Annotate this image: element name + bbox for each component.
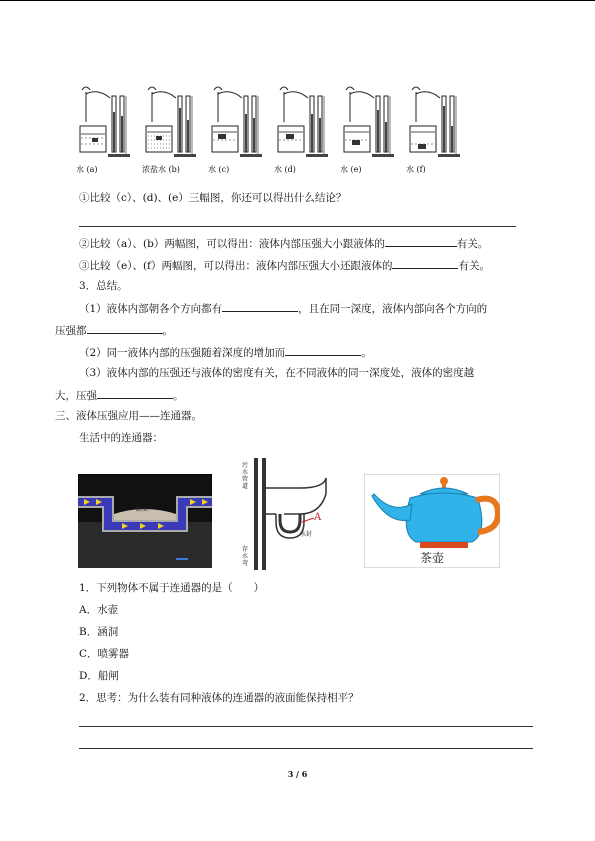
answer-blank[interactable] xyxy=(87,322,163,334)
figure-a xyxy=(76,82,136,174)
question-3-suffix: 有关。 xyxy=(458,260,490,272)
summary-title: 3．总结。 xyxy=(79,280,128,292)
pressure-gauge-diagram xyxy=(208,82,268,164)
figure-caption: 水 (e) xyxy=(340,165,362,174)
culvert-diagram xyxy=(78,474,212,568)
think-question: 2．思考：为什么装有同种液体的连通器的液面能保持相平？ xyxy=(79,692,359,704)
option-d[interactable]: D．船闸 xyxy=(79,670,119,682)
drain-trap-diagram xyxy=(240,458,336,570)
question-2 xyxy=(79,235,488,251)
answer-blank[interactable] xyxy=(285,344,361,356)
option-a[interactable]: A．水壶 xyxy=(79,604,119,616)
question-3-prefix: ③比较（e）、(f）两幅图，可以得出：液体内部压强大小还跟液体的 xyxy=(79,260,393,272)
drain-trap-image xyxy=(240,458,336,570)
answer-blank[interactable] xyxy=(392,257,458,269)
summary-2 xyxy=(79,344,372,360)
option-b[interactable]: B．涵洞 xyxy=(79,626,119,638)
pressure-gauge-diagram xyxy=(142,82,202,164)
point-a-label: A xyxy=(314,512,322,523)
figure-caption: 水 (f) xyxy=(406,165,426,174)
question-2-suffix: 有关。 xyxy=(456,238,489,250)
teapot-image xyxy=(364,474,500,568)
figure-b xyxy=(142,82,202,174)
figure-caption: 水 (c) xyxy=(208,165,230,174)
culvert-image xyxy=(78,474,212,568)
question-3 xyxy=(79,257,490,273)
summary-1 xyxy=(79,300,487,316)
figure-caption: 水 (d) xyxy=(274,165,296,174)
figure-caption: 水 (a) xyxy=(76,165,98,174)
pressure-gauge-diagram xyxy=(76,82,136,164)
answer-line[interactable] xyxy=(79,726,533,727)
figure-caption: 浓盐水 (b) xyxy=(142,165,180,174)
summary-1-text-d: 。 xyxy=(162,325,173,337)
answer-blank[interactable] xyxy=(97,387,173,399)
experiment-figures xyxy=(76,82,456,174)
summary-2-text-b: 。 xyxy=(361,347,372,359)
summary-1-text-a: （1）液体内部朝各个方向都有 xyxy=(79,303,223,315)
summary-1-text-c: 压强都 xyxy=(55,325,87,337)
section-3-title: 三、液体压强应用——连通器。 xyxy=(55,410,202,422)
summary-2-text-a: （2）同一液体内部的压强随着深度的增加而 xyxy=(79,347,286,359)
teapot-label: 茶壶 xyxy=(419,551,444,565)
answer-line[interactable] xyxy=(79,226,516,227)
summary-3-text-c: 。 xyxy=(173,390,184,402)
answer-blank[interactable] xyxy=(385,235,457,247)
figure-d xyxy=(274,82,334,174)
answer-line[interactable] xyxy=(79,748,533,749)
header-rule xyxy=(0,0,595,1)
page-number: 3 / 6 xyxy=(287,769,308,779)
question-2-prefix: ②比较（a）、(b）两幅图，可以得出：液体内部压强大小跟液体的 xyxy=(79,238,385,250)
pressure-gauge-diagram xyxy=(340,82,400,164)
drain-pipe-label: 污水管道 xyxy=(242,462,249,490)
option-c[interactable]: C．喷雾器 xyxy=(79,648,130,660)
pressure-gauge-diagram xyxy=(274,82,334,164)
mc-question: 1．下列物体不属于连通器的是（ ） xyxy=(79,582,265,594)
pressure-gauge-diagram xyxy=(406,82,466,164)
culvert-road-label: 路面 xyxy=(136,506,149,513)
summary-3-text-a: （3）液体内部的压强还与液体的密度有关，在不同液体的同一深度处，液体的密度越 xyxy=(79,367,475,379)
water-seal-label: 水封 xyxy=(300,531,313,538)
answer-blank[interactable] xyxy=(222,300,298,312)
figure-c xyxy=(208,82,268,174)
life-examples-label: 生活中的连通器： xyxy=(79,432,163,444)
summary-1-cont xyxy=(55,322,173,338)
summary-3-cont xyxy=(55,387,184,403)
drain-trap-label: 存水弯 xyxy=(242,546,249,567)
figure-f xyxy=(406,82,466,174)
summary-1-text-b: ，且在同一深度，液体内部向各个方向的 xyxy=(298,303,488,315)
summary-3-text-b: 大，压强 xyxy=(55,390,97,402)
question-1-text: ①比较（c）、(d)、(e）三幅图，你还可以得出什么结论？ xyxy=(79,192,347,204)
figure-e xyxy=(340,82,400,174)
